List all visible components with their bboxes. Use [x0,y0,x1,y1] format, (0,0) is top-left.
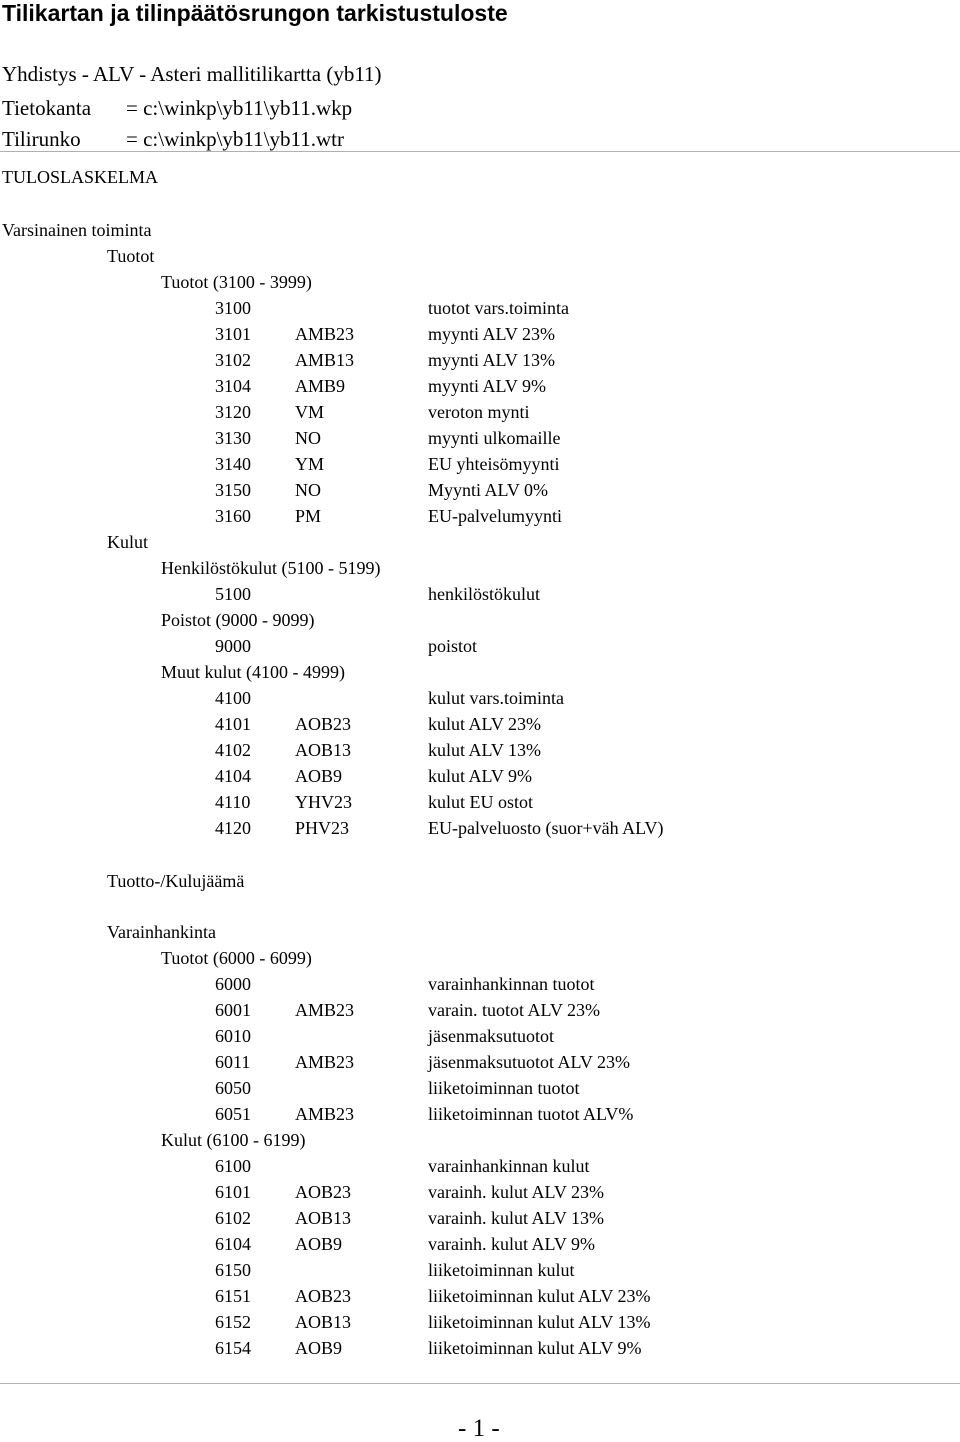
account-vat-code: AOB13 [295,1312,352,1332]
account-row [0,637,960,663]
account-vat-code: AOB9 [295,1234,343,1254]
account-number: 6100 [215,1156,251,1176]
account-number: 4101 [215,714,251,734]
account-vat-code: AOB23 [295,1182,352,1202]
account-number: 6101 [215,1182,251,1202]
account-number: 4102 [215,740,251,760]
account-number: 6010 [215,1026,251,1046]
account-row [0,507,960,533]
account-number: 4104 [215,766,251,786]
account-number: 6104 [215,1234,251,1254]
account-number: 6051 [215,1104,251,1124]
account-vat-code: AMB13 [295,350,355,370]
heading-tuotot: Tuotot [107,246,155,266]
account-name: kulut ALV 13% [428,740,542,760]
account-number: 6152 [215,1312,251,1332]
account-number: 6001 [215,1000,251,1020]
account-name: liiketoiminnan kulut [428,1260,575,1280]
account-vat-code: AOB23 [295,714,352,734]
account-name: kulut EU ostot [428,792,534,812]
account-row [0,715,960,741]
account-name: myynti ALV 23% [428,324,556,344]
account-name: Myynti ALV 0% [428,480,549,500]
account-vat-code: PM [295,506,322,526]
account-number: 4110 [215,792,251,812]
account-name: henkilöstökulut [428,584,540,604]
account-row [0,429,960,455]
account-row [0,819,960,845]
document-subtitle: Yhdistys - ALV - Asteri mallitilikartta (yb11) [2,62,382,86]
account-row [0,1157,960,1183]
account-row [0,1105,960,1131]
account-name: EU-palvelumyynti [428,506,562,526]
account-vat-code: YM [295,454,325,474]
group-henkilostokulut: Henkilöstökulut (5100 - 5199) [161,558,381,578]
account-number: 6151 [215,1286,251,1306]
result-label: Tuotto-/Kulujäämä [107,871,245,891]
account-row [0,1235,960,1261]
account-row [0,767,960,793]
account-name: myynti ulkomaille [428,428,561,448]
account-number: 6000 [215,974,251,994]
account-number: 6150 [215,1260,251,1280]
account-vat-code: AOB13 [295,1208,352,1228]
account-vat-code: AMB23 [295,1052,355,1072]
account-row [0,1001,960,1027]
group-varainhankinta-kulut: Kulut (6100 - 6199) [161,1130,306,1150]
section-title: TULOSLASKELMA [2,167,158,187]
account-name: myynti ALV 13% [428,350,556,370]
account-vat-code: AMB23 [295,1000,355,1020]
account-row [0,585,960,611]
account-row [0,1183,960,1209]
account-number: 4100 [215,688,251,708]
meta-value-chart: = c:\winkp\yb11\yb11.wtr [126,127,344,151]
account-name: tuotot vars.toiminta [428,298,569,318]
heading-kulut: Kulut [107,532,149,552]
account-name: varainhankinnan kulut [428,1156,590,1176]
account-number: 3120 [215,402,251,422]
header-divider [0,151,960,152]
account-row [0,1209,960,1235]
account-row [0,1261,960,1287]
account-name: kulut ALV 23% [428,714,542,734]
account-name: liiketoiminnan kulut ALV 13% [428,1312,651,1332]
account-vat-code: NO [295,428,321,448]
page-number: - 1 - [458,1415,500,1442]
account-row [0,351,960,377]
account-number: 3100 [215,298,251,318]
account-name: varainhankinnan tuotot [428,974,595,994]
account-row [0,403,960,429]
account-vat-code: NO [295,480,321,500]
account-name: liiketoiminnan kulut ALV 23% [428,1286,651,1306]
account-row [0,741,960,767]
account-row [0,325,960,351]
heading-varainhankinta: Varainhankinta [107,922,216,942]
account-vat-code: PHV23 [295,818,350,838]
account-number: 3140 [215,454,251,474]
footer-divider [0,1383,960,1384]
account-number: 9000 [215,636,251,656]
account-number: 3130 [215,428,251,448]
account-row [0,455,960,481]
account-name: varainh. kulut ALV 9% [428,1234,595,1254]
account-number: 3104 [215,376,251,396]
meta-value-database: = c:\winkp\yb11\yb11.wkp [126,96,353,120]
group-poistot: Poistot (9000 - 9099) [161,610,315,630]
account-vat-code: AOB23 [295,1286,352,1306]
account-row [0,1027,960,1053]
account-name: varainh. kulut ALV 23% [428,1182,604,1202]
account-name: liiketoiminnan tuotot [428,1078,580,1098]
account-name: poistot [428,636,478,656]
account-row [0,377,960,403]
account-vat-code: AMB23 [295,324,355,344]
account-number: 4120 [215,818,251,838]
account-name: kulut vars.toiminta [428,688,564,708]
account-name: liiketoiminnan tuotot ALV% [428,1104,634,1124]
account-name: myynti ALV 9% [428,376,547,396]
account-number: 3101 [215,324,251,344]
account-name: veroton mynti [428,402,530,422]
account-number: 6102 [215,1208,251,1228]
account-name: varainh. kulut ALV 13% [428,1208,604,1228]
account-name: jäsenmaksutuotot ALV 23% [428,1052,630,1072]
account-vat-code: AMB23 [295,1104,355,1124]
account-row [0,1287,960,1313]
account-number: 3150 [215,480,251,500]
account-vat-code: AOB13 [295,740,352,760]
account-number: 5100 [215,584,251,604]
account-row [0,975,960,1001]
account-vat-code: VM [295,402,325,422]
group-tuotot: Tuotot (3100 - 3999) [161,272,312,292]
account-number: 3160 [215,506,251,526]
account-row [0,689,960,715]
account-name: liiketoiminnan kulut ALV 9% [428,1338,642,1358]
account-number: 6050 [215,1078,251,1098]
account-row [0,793,960,819]
account-vat-code: AMB9 [295,376,346,396]
account-row [0,481,960,507]
account-vat-code: YHV23 [295,792,352,812]
account-row [0,1339,960,1365]
account-name: jäsenmaksutuotot [428,1026,554,1046]
group-varainhankinta-tuotot: Tuotot (6000 - 6099) [161,948,312,968]
account-name: kulut ALV 9% [428,766,533,786]
account-vat-code: AOB9 [295,1338,343,1358]
group-muut-kulut: Muut kulut (4100 - 4999) [161,662,345,682]
heading-varsinainen-toiminta: Varsinainen toiminta [2,220,152,240]
account-vat-code: AOB9 [295,766,343,786]
meta-label-chart: Tilirunko [2,127,81,151]
account-name: EU-palveluosto (suor+väh ALV) [428,818,664,838]
meta-label-database: Tietokanta [2,96,92,120]
account-number: 6154 [215,1338,251,1358]
account-name: varain. tuotot ALV 23% [428,1000,600,1020]
account-number: 3102 [215,350,251,370]
account-row [0,299,960,325]
document-title: Tilikartan ja tilinpäätösrungon tarkistustuloste [2,0,508,26]
account-row [0,1079,960,1105]
account-row [0,1053,960,1079]
account-number: 6011 [215,1052,251,1072]
account-name: EU yhteisömyynti [428,454,560,474]
account-row [0,1313,960,1339]
